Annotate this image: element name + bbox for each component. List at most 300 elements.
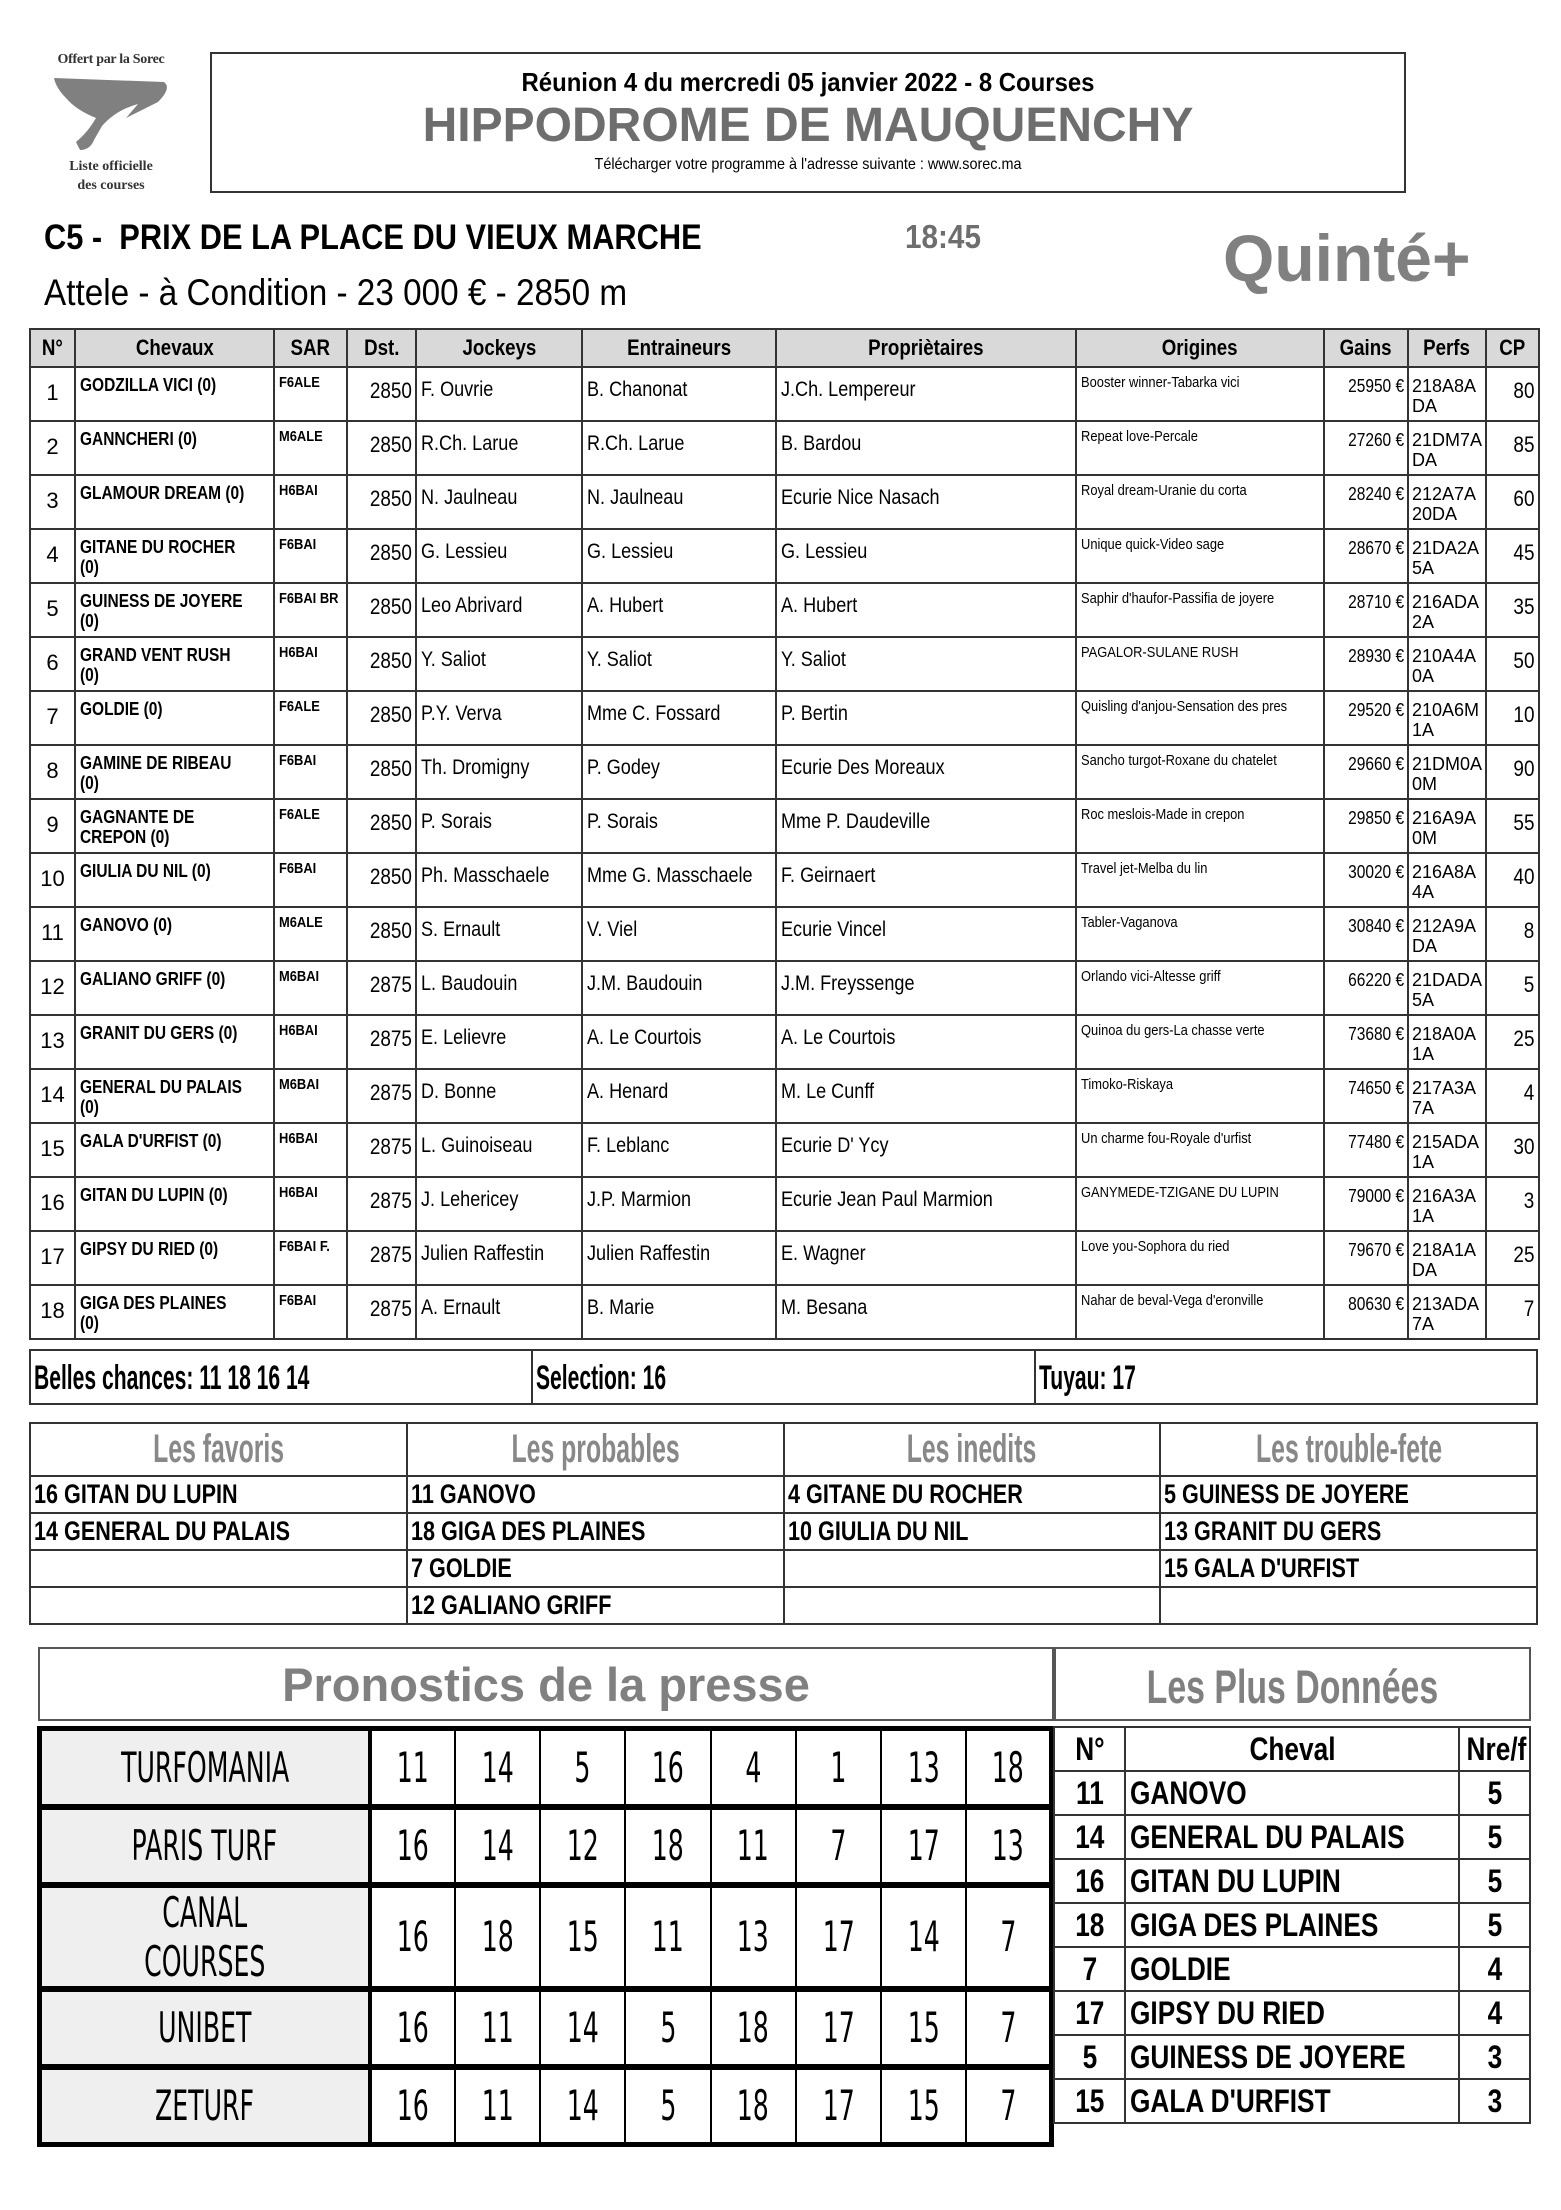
sex-age-coat: M6ALE: [274, 421, 347, 475]
plus-donnees-row: [1054, 1859, 1530, 1903]
horse-name: GANOVO (0): [75, 907, 274, 961]
mention-count: 3: [1459, 2079, 1530, 2123]
category-row: [30, 1587, 1537, 1624]
perfs: 216A8A 4A: [1408, 853, 1486, 907]
cp-rating: 55: [1486, 799, 1539, 853]
trainer-name: J.P. Marmion: [582, 1177, 776, 1231]
trainer-name: Julien Raffestin: [582, 1231, 776, 1285]
origins: PAGALOR-SULANE RUSH: [1076, 637, 1324, 691]
category-row: [30, 1513, 1537, 1550]
category-entry: 12 GALIANO GRIFF: [407, 1587, 784, 1624]
perfs: 21DM0A 0M: [1408, 745, 1486, 799]
distance: 2850: [347, 421, 416, 475]
horse-name: GOLDIE: [1125, 1947, 1459, 1991]
col-header-count: Nre/f: [1459, 1727, 1530, 1771]
trainer-name: Mme C. Fossard: [582, 691, 776, 745]
plus-donnees-row: [1054, 1991, 1530, 2035]
pick-number: 5: [625, 2067, 710, 2145]
runner-number: 12: [30, 961, 75, 1015]
distance: 2875: [347, 1231, 416, 1285]
horse-number: 5: [1054, 2035, 1125, 2079]
categories-table: [29, 1422, 1538, 1625]
mention-count: 5: [1459, 1771, 1530, 1815]
runner-number: 9: [30, 799, 75, 853]
col-header-sar: SAR: [274, 329, 347, 367]
runner-row: [30, 637, 1539, 691]
owner-name: J.Ch. Lempereur: [776, 367, 1076, 421]
pronostic-row: [40, 1989, 1052, 2067]
horse-name: GANOVO: [1125, 1771, 1459, 1815]
pick-number: 11: [455, 2067, 540, 2145]
runner-number: 16: [30, 1177, 75, 1231]
runner-row: [30, 691, 1539, 745]
mention-count: 5: [1459, 1903, 1530, 1947]
perfs: 218A1A DA: [1408, 1231, 1486, 1285]
jockey-name: D. Bonne: [416, 1069, 582, 1123]
sex-age-coat: F6BAI F.: [274, 1231, 347, 1285]
perfs: 210A6M 1A: [1408, 691, 1486, 745]
plus-donnees-header-row: [1054, 1727, 1530, 1771]
origins: Travel jet-Melba du lin: [1076, 853, 1324, 907]
sex-age-coat: F6BAI: [274, 529, 347, 583]
origins: Roc meslois-Made in crepon: [1076, 799, 1324, 853]
horse-name: GANNCHERI (0): [75, 421, 274, 475]
horse-name: GITAN DU LUPIN (0): [75, 1177, 274, 1231]
horse-name: GITAN DU LUPIN: [1125, 1859, 1459, 1903]
pick-number: 11: [625, 1885, 710, 1989]
pronostic-row: [40, 2067, 1052, 2145]
col-header-num: N°: [1054, 1727, 1125, 1771]
runner-row: [30, 1069, 1539, 1123]
gains: 29660 €: [1324, 745, 1408, 799]
pick-number: 17: [796, 2067, 881, 2145]
horse-name: GALA D'URFIST: [1125, 2079, 1459, 2123]
horse-name: GUINESS DE JOYERE (0): [75, 583, 274, 637]
runners-header-row: [30, 329, 1539, 367]
meeting-header: [210, 52, 1406, 193]
gains: 27260 €: [1324, 421, 1408, 475]
trainer-name: Mme G. Masschaele: [582, 853, 776, 907]
pick-number: 16: [370, 2067, 455, 2145]
horse-name: GIPSY DU RIED (0): [75, 1231, 274, 1285]
press-source: PARIS TURF: [40, 1807, 370, 1885]
cp-rating: 85: [1486, 421, 1539, 475]
gains: 29520 €: [1324, 691, 1408, 745]
horse-number: 15: [1054, 2079, 1125, 2123]
jockey-name: L. Guinoiseau: [416, 1123, 582, 1177]
runner-number: 6: [30, 637, 75, 691]
origins: Un charme fou-Royale d'urfist: [1076, 1123, 1324, 1177]
distance: 2850: [347, 583, 416, 637]
pick-number: 7: [966, 1885, 1051, 1989]
gains: 28930 €: [1324, 637, 1408, 691]
origins: Saphir d'haufor-Passifia de joyere: [1076, 583, 1324, 637]
category-entry: 14 GENERAL DU PALAIS: [30, 1513, 407, 1550]
col-header-trainers: Entraineurs: [582, 329, 776, 367]
cp-rating: 90: [1486, 745, 1539, 799]
perfs: 218A0A 1A: [1408, 1015, 1486, 1069]
sex-age-coat: M6ALE: [274, 907, 347, 961]
plus-donnees-row: [1054, 2079, 1530, 2123]
runner-number: 18: [30, 1285, 75, 1339]
plus-donnees-row: [1054, 2035, 1530, 2079]
gains: 77480 €: [1324, 1123, 1408, 1177]
perfs: 217A3A 7A: [1408, 1069, 1486, 1123]
runner-row: [30, 1285, 1539, 1339]
pick-number: 14: [455, 1729, 540, 1807]
cp-rating: 4: [1486, 1069, 1539, 1123]
press-source: CANAL COURSES: [40, 1885, 370, 1989]
horse-name: GRAND VENT RUSH (0): [75, 637, 274, 691]
sex-age-coat: H6BAI: [274, 475, 347, 529]
category-inedits: Les inedits: [784, 1423, 1161, 1476]
runner-row: [30, 1231, 1539, 1285]
runner-row: [30, 907, 1539, 961]
perfs: 21DADA 5A: [1408, 961, 1486, 1015]
horse-name: GITANE DU ROCHER (0): [75, 529, 274, 583]
owner-name: M. Besana: [776, 1285, 1076, 1339]
owner-name: Mme P. Daudeville: [776, 799, 1076, 853]
category-entry: 4 GITANE DU ROCHER: [784, 1476, 1161, 1513]
pick-number: 11: [455, 1989, 540, 2067]
runner-number: 10: [30, 853, 75, 907]
horse-name: GAMINE DE RIBEAU (0): [75, 745, 274, 799]
pick-number: 7: [966, 1989, 1051, 2067]
horse-number: 17: [1054, 1991, 1125, 2035]
horse-number: 18: [1054, 1903, 1125, 1947]
cp-rating: 25: [1486, 1015, 1539, 1069]
horse-name: GLAMOUR DREAM (0): [75, 475, 274, 529]
jockey-name: Th. Dromigny: [416, 745, 582, 799]
origins: Unique quick-Video sage: [1076, 529, 1324, 583]
belles-chances: Belles chances: 11 18 16 14: [31, 1351, 533, 1403]
distance: 2850: [347, 637, 416, 691]
pronostics-title: Pronostics de la presse: [38, 1647, 1054, 1721]
distance: 2875: [347, 1177, 416, 1231]
perfs: 218A8A DA: [1408, 367, 1486, 421]
sex-age-coat: H6BAI: [274, 1177, 347, 1231]
origins: Timoko-Riskaya: [1076, 1069, 1324, 1123]
pick-number: 18: [711, 1989, 796, 2067]
runner-row: [30, 853, 1539, 907]
pick-number: 12: [540, 1807, 625, 1885]
trainer-name: A. Le Courtois: [582, 1015, 776, 1069]
cp-rating: 50: [1486, 637, 1539, 691]
mention-count: 4: [1459, 1991, 1530, 2035]
pronostic-row: [40, 1807, 1052, 1885]
perfs: 21DM7A DA: [1408, 421, 1486, 475]
sex-age-coat: M6BAI: [274, 961, 347, 1015]
owner-name: G. Lessieu: [776, 529, 1076, 583]
pick-number: 17: [796, 1885, 881, 1989]
perfs: 215ADA 1A: [1408, 1123, 1486, 1177]
gains: 30020 €: [1324, 853, 1408, 907]
pick-number: 18: [711, 2067, 796, 2145]
sex-age-coat: F6ALE: [274, 691, 347, 745]
distance: 2850: [347, 745, 416, 799]
origins: Tabler-Vaganova: [1076, 907, 1324, 961]
horse-name: GUINESS DE JOYERE: [1125, 2035, 1459, 2079]
sorec-logo: [36, 52, 186, 197]
jockey-name: P.Y. Verva: [416, 691, 582, 745]
gains: 30840 €: [1324, 907, 1408, 961]
trainer-name: A. Hubert: [582, 583, 776, 637]
horse-name: GIGA DES PLAINES: [1125, 1903, 1459, 1947]
pronostic-row: [40, 1729, 1052, 1807]
runner-row: [30, 799, 1539, 853]
category-row: [30, 1550, 1537, 1587]
pick-number: 16: [625, 1729, 710, 1807]
perfs: 21DA2A 5A: [1408, 529, 1486, 583]
runner-number: 8: [30, 745, 75, 799]
origins: Repeat love-Percale: [1076, 421, 1324, 475]
pick-number: 17: [881, 1807, 966, 1885]
pick-number: 14: [540, 1989, 625, 2067]
horse-name: GIULIA DU NIL (0): [75, 853, 274, 907]
pick-number: 16: [370, 1885, 455, 1989]
sex-age-coat: F6ALE: [274, 799, 347, 853]
horse-name: GRANIT DU GERS (0): [75, 1015, 274, 1069]
jockey-name: G. Lessieu: [416, 529, 582, 583]
pick-number: 1: [796, 1729, 881, 1807]
jockey-name: R.Ch. Larue: [416, 421, 582, 475]
runner-number: 1: [30, 367, 75, 421]
origins: Nahar de beval-Vega d'eronville: [1076, 1285, 1324, 1339]
origins: Quinoa du gers-La chasse verte: [1076, 1015, 1324, 1069]
distance: 2875: [347, 1123, 416, 1177]
cp-rating: 8: [1486, 907, 1539, 961]
category-probables: Les probables: [407, 1423, 784, 1476]
mention-count: 4: [1459, 1947, 1530, 1991]
gains: 79000 €: [1324, 1177, 1408, 1231]
owner-name: E. Wagner: [776, 1231, 1076, 1285]
distance: 2875: [347, 1069, 416, 1123]
owner-name: Ecurie Nice Nasach: [776, 475, 1076, 529]
col-header-horse: Chevaux: [75, 329, 274, 367]
trainer-name: J.M. Baudouin: [582, 961, 776, 1015]
cp-rating: 5: [1486, 961, 1539, 1015]
gains: 66220 €: [1324, 961, 1408, 1015]
origins: Booster winner-Tabarka vici: [1076, 367, 1324, 421]
plus-donnees-row: [1054, 1903, 1530, 1947]
runner-row: [30, 745, 1539, 799]
owner-name: Ecurie D' Ycy: [776, 1123, 1076, 1177]
category-entry: [784, 1550, 1161, 1587]
pick-number: 7: [796, 1807, 881, 1885]
distance: 2875: [347, 1015, 416, 1069]
perfs: 210A4A 0A: [1408, 637, 1486, 691]
category-entry: 13 GRANIT DU GERS: [1160, 1513, 1537, 1550]
plus-donnees-table: [1053, 1726, 1531, 2124]
col-header-cp: CP: [1486, 329, 1539, 367]
runner-number: 13: [30, 1015, 75, 1069]
perfs: 216A3A 1A: [1408, 1177, 1486, 1231]
jockey-name: F. Ouvrie: [416, 367, 582, 421]
distance: 2850: [347, 799, 416, 853]
trainer-name: G. Lessieu: [582, 529, 776, 583]
press-source: TURFOMANIA: [40, 1729, 370, 1807]
col-header-owners: Propriètaires: [776, 329, 1076, 367]
pick-number: 5: [625, 1989, 710, 2067]
category-entry: 7 GOLDIE: [407, 1550, 784, 1587]
category-entry: 10 GIULIA DU NIL: [784, 1513, 1161, 1550]
col-header-num: N°: [30, 329, 75, 367]
plus-donnees-row: [1054, 1771, 1530, 1815]
pick-number: 15: [881, 2067, 966, 2145]
pick-number: 15: [881, 1989, 966, 2067]
owner-name: P. Bertin: [776, 691, 1076, 745]
trainer-name: P. Godey: [582, 745, 776, 799]
pick-number: 14: [881, 1885, 966, 1989]
mention-count: 5: [1459, 1815, 1530, 1859]
owner-name: M. Le Cunff: [776, 1069, 1076, 1123]
trainer-name: R.Ch. Larue: [582, 421, 776, 475]
runner-row: [30, 583, 1539, 637]
category-row: [30, 1476, 1537, 1513]
jockey-name: E. Lelievre: [416, 1015, 582, 1069]
runner-number: 14: [30, 1069, 75, 1123]
horse-number: 7: [1054, 1947, 1125, 1991]
pick-number: 13: [966, 1807, 1051, 1885]
origins: GANYMEDE-TZIGANE DU LUPIN: [1076, 1177, 1324, 1231]
horse-head-logo-icon: [46, 70, 176, 155]
gains: 73680 €: [1324, 1015, 1408, 1069]
owner-name: A. Hubert: [776, 583, 1076, 637]
runner-row: [30, 421, 1539, 475]
owner-name: Y. Saliot: [776, 637, 1076, 691]
category-entry: 16 GITAN DU LUPIN: [30, 1476, 407, 1513]
logo-bottom-text-2: des courses: [77, 178, 145, 193]
trainer-name: B. Marie: [582, 1285, 776, 1339]
owner-name: B. Bardou: [776, 421, 1076, 475]
origins: Love you-Sophora du ried: [1076, 1231, 1324, 1285]
jockey-name: A. Ernault: [416, 1285, 582, 1339]
meeting-info: Réunion 4 du mercredi 05 janvier 2022 - 8 Courses: [521, 67, 1095, 97]
runner-number: 4: [30, 529, 75, 583]
category-favoris: Les favoris: [30, 1423, 407, 1476]
pick-number: 13: [881, 1729, 966, 1807]
pick-number: 7: [966, 2067, 1051, 2145]
owner-name: J.M. Freyssenge: [776, 961, 1076, 1015]
horse-name: GALA D'URFIST (0): [75, 1123, 274, 1177]
runner-row: [30, 367, 1539, 421]
jockey-name: Leo Abrivard: [416, 583, 582, 637]
runner-number: 3: [30, 475, 75, 529]
origins: Royal dream-Uranie du corta: [1076, 475, 1324, 529]
plus-donnees-row: [1054, 1815, 1530, 1859]
horse-name: GAGNANTE DE CREPON (0): [75, 799, 274, 853]
trainer-name: A. Henard: [582, 1069, 776, 1123]
runner-row: [30, 961, 1539, 1015]
categories-header-row: [30, 1423, 1537, 1476]
distance: 2850: [347, 529, 416, 583]
sex-age-coat: F6ALE: [274, 367, 347, 421]
origins: Quisling d'anjou-Sensation des pres: [1076, 691, 1324, 745]
press-source: UNIBET: [40, 1989, 370, 2067]
tuyau: Tuyau: 17: [1038, 1359, 1136, 1397]
owner-name: F. Geirnaert: [776, 853, 1076, 907]
runner-number: 7: [30, 691, 75, 745]
tips-bar: [29, 1349, 1538, 1405]
mention-count: 5: [1459, 1859, 1530, 1903]
pick-number: 11: [711, 1807, 796, 1885]
race-conditions: Attele - à Condition - 23 000 € - 2850 m: [44, 272, 628, 313]
cp-rating: 40: [1486, 853, 1539, 907]
col-header-jockeys: Jockeys: [416, 329, 582, 367]
perfs: 212A7A 20DA: [1408, 475, 1486, 529]
runner-number: 5: [30, 583, 75, 637]
pick-number: 18: [966, 1729, 1051, 1807]
distance: 2875: [347, 1285, 416, 1339]
jockey-name: Y. Saliot: [416, 637, 582, 691]
cp-rating: 30: [1486, 1123, 1539, 1177]
pick-number: 13: [711, 1885, 796, 1989]
pick-number: 15: [540, 1885, 625, 1989]
col-header-distance: Dst.: [347, 329, 416, 367]
category-entry: [784, 1587, 1161, 1624]
category-entry: 5 GUINESS DE JOYERE: [1160, 1476, 1537, 1513]
jockey-name: J. Lehericey: [416, 1177, 582, 1231]
perfs: 213ADA 7A: [1408, 1285, 1486, 1339]
hippodrome-name: HIPPODROME DE MAUQUENCHY: [422, 99, 1194, 152]
col-header-gains: Gains: [1324, 329, 1408, 367]
pick-number: 17: [796, 1989, 881, 2067]
sex-age-coat: M6BAI: [274, 1069, 347, 1123]
origins: Orlando vici-Altesse griff: [1076, 961, 1324, 1015]
jockey-name: L. Baudouin: [416, 961, 582, 1015]
jockey-name: N. Jaulneau: [416, 475, 582, 529]
gains: 25950 €: [1324, 367, 1408, 421]
pick-number: 11: [370, 1729, 455, 1807]
category-entry: [1160, 1587, 1537, 1624]
trainer-name: V. Viel: [582, 907, 776, 961]
trainer-name: B. Chanonat: [582, 367, 776, 421]
col-header-origins: Origines: [1076, 329, 1324, 367]
perfs: 212A9A DA: [1408, 907, 1486, 961]
col-header-perfs: Perfs: [1408, 329, 1486, 367]
jockey-name: S. Ernault: [416, 907, 582, 961]
sex-age-coat: F6BAI BR: [274, 583, 347, 637]
bet-type-label: Quinté+: [1223, 221, 1471, 295]
pick-number: 18: [625, 1807, 710, 1885]
logo-bottom-text-1: Liste officielle: [69, 159, 153, 174]
logo-top-text: Offert par la Sorec: [57, 52, 165, 67]
jockey-name: P. Sorais: [416, 799, 582, 853]
trainer-name: F. Leblanc: [582, 1123, 776, 1177]
category-trouble-fete: Les trouble-fete: [1160, 1423, 1537, 1476]
distance: 2850: [347, 907, 416, 961]
pronostics-table: [37, 1726, 1054, 2147]
distance: 2850: [347, 475, 416, 529]
gains: 28670 €: [1324, 529, 1408, 583]
runner-number: 17: [30, 1231, 75, 1285]
cp-rating: 10: [1486, 691, 1539, 745]
sex-age-coat: H6BAI: [274, 1123, 347, 1177]
pick-number: 14: [455, 1807, 540, 1885]
perfs: 216ADA 2A: [1408, 583, 1486, 637]
distance: 2850: [347, 853, 416, 907]
category-entry: [30, 1550, 407, 1587]
jockey-name: Ph. Masschaele: [416, 853, 582, 907]
gains: 29850 €: [1324, 799, 1408, 853]
gains: 79670 €: [1324, 1231, 1408, 1285]
trainer-name: N. Jaulneau: [582, 475, 776, 529]
pick-number: 14: [540, 2067, 625, 2145]
runner-number: 15: [30, 1123, 75, 1177]
gains: 74650 €: [1324, 1069, 1408, 1123]
jockey-name: Julien Raffestin: [416, 1231, 582, 1285]
cp-rating: 25: [1486, 1231, 1539, 1285]
